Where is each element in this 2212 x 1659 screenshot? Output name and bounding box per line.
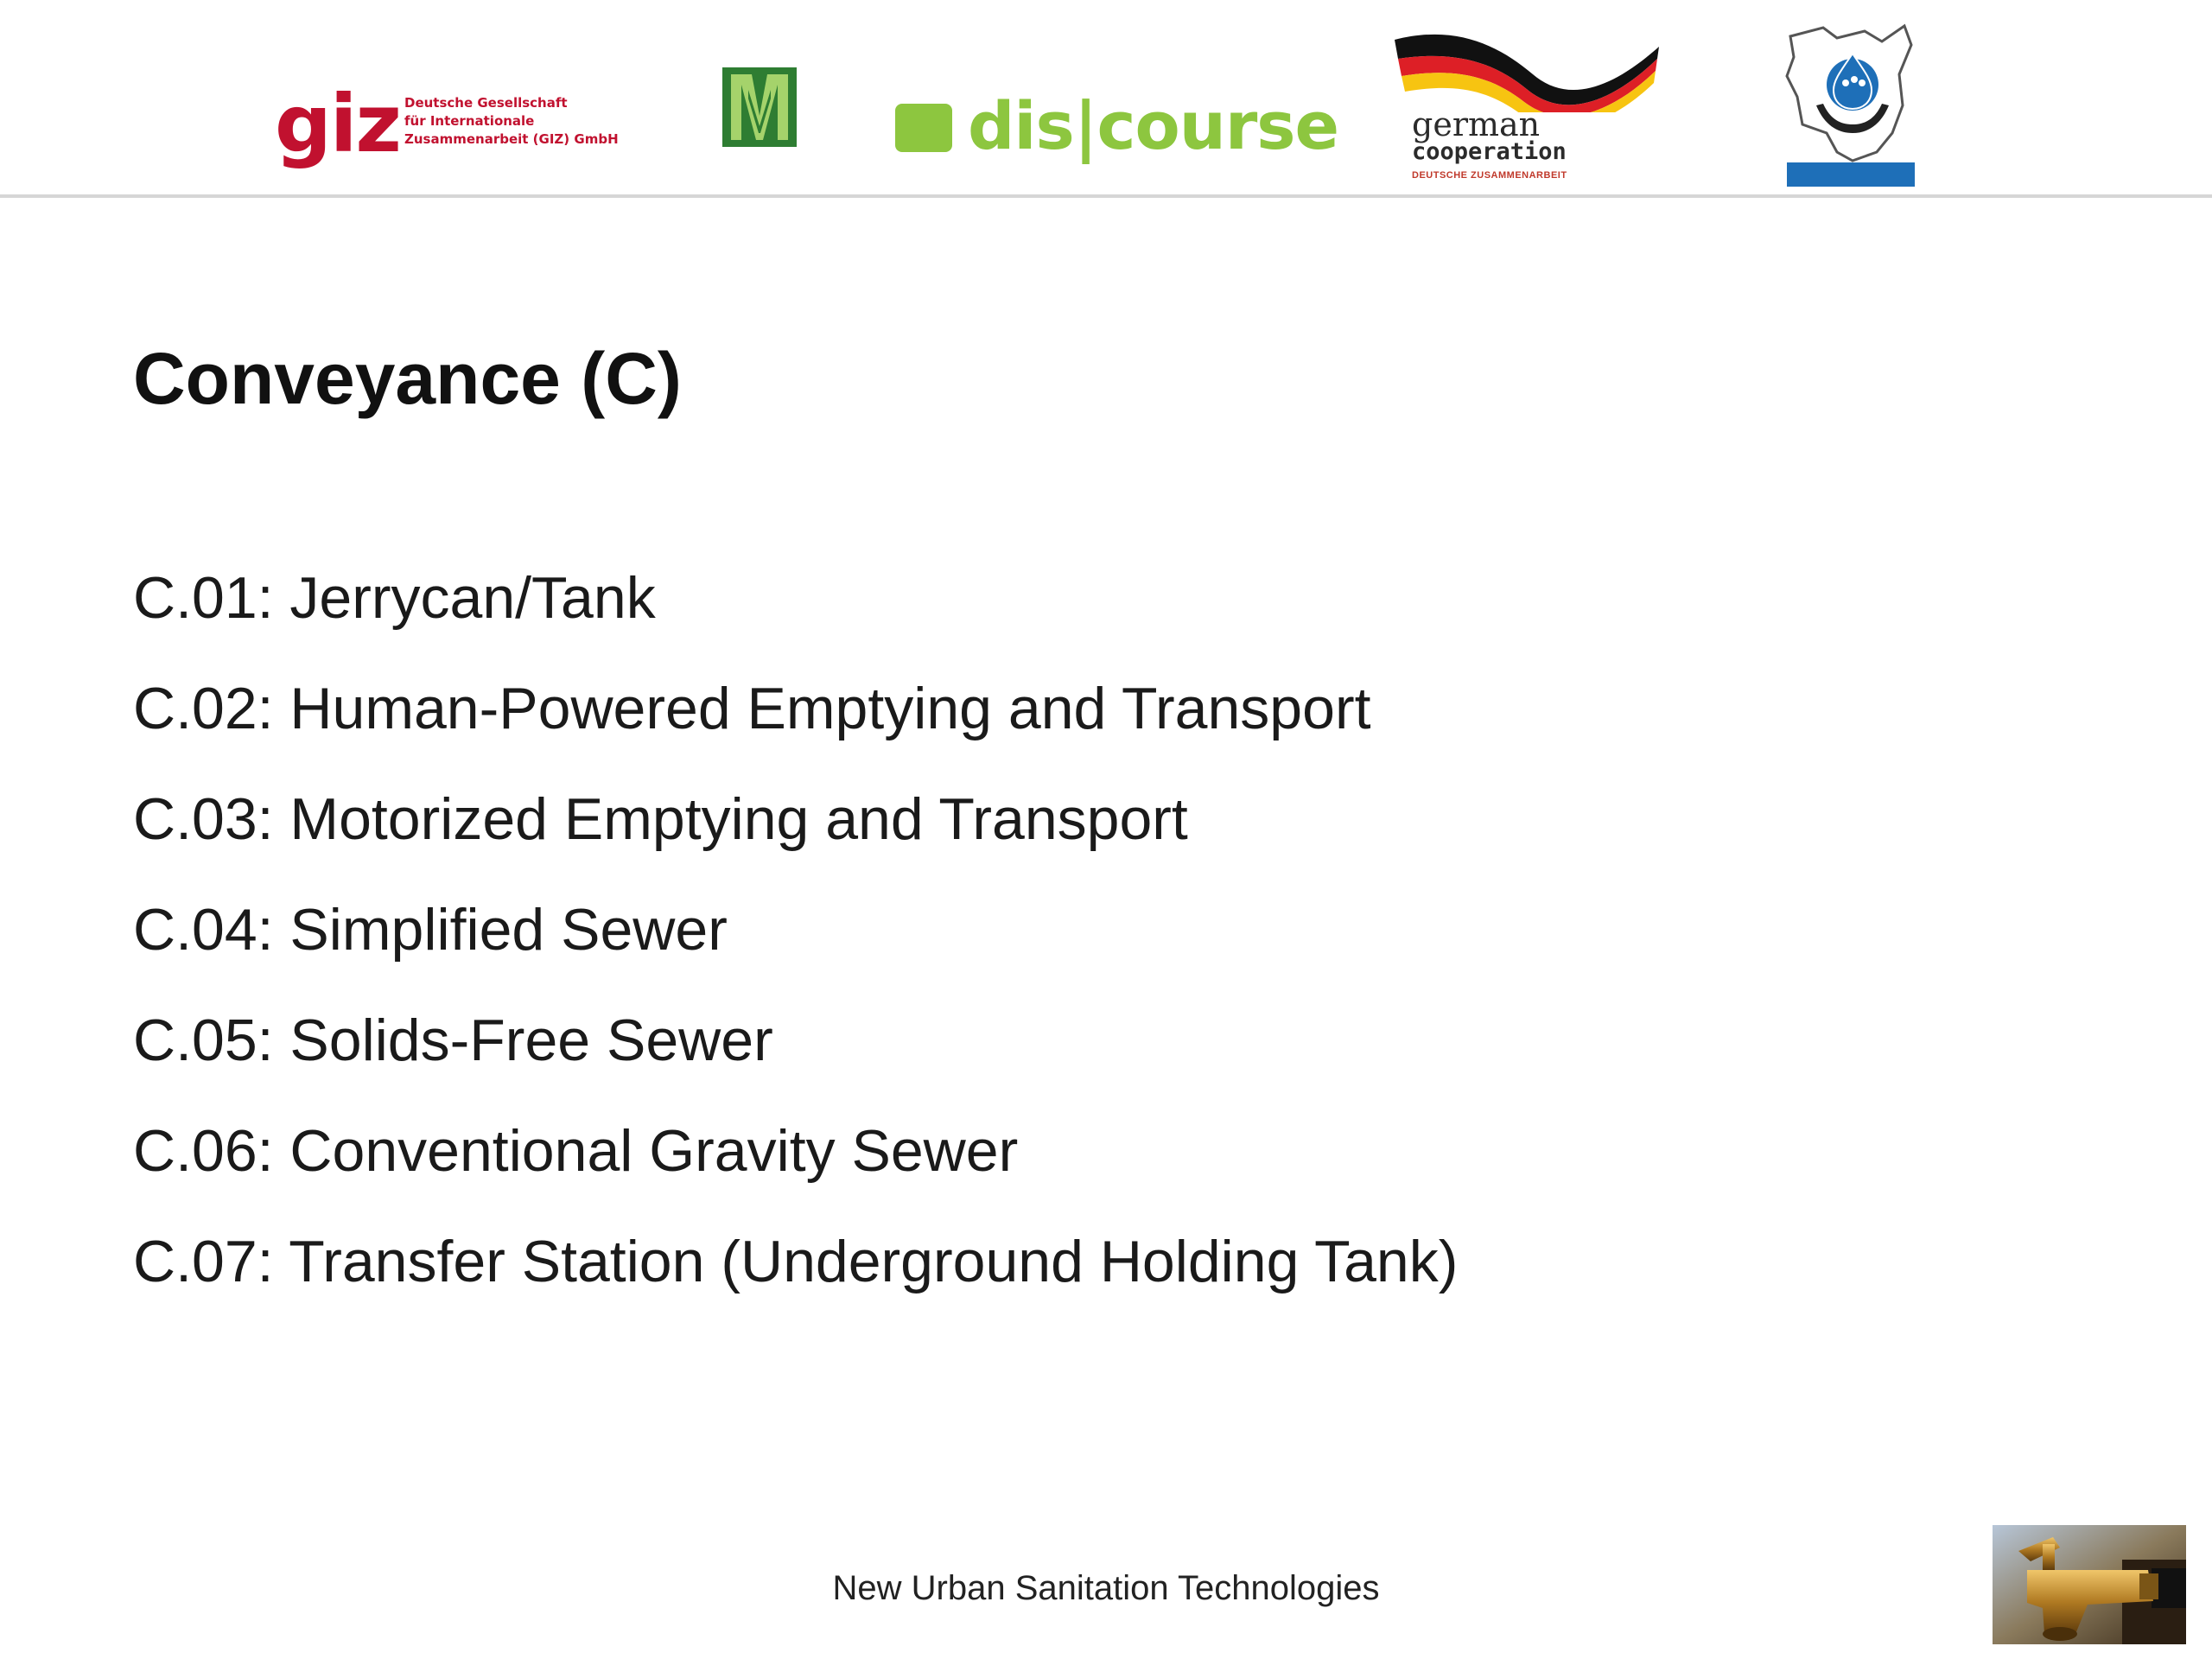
list-item: C.03: Motorized Emptying and Transport [133,786,1188,852]
german-cooperation-line1: german [1412,105,1541,143]
kenya-map-emblem-icon [1782,22,1920,190]
water-tap-image [1993,1525,2186,1644]
giz-subtext-line: Zusammenarbeit (GIZ) GmbH [404,131,619,147]
list-item: C.07: Transfer Station (Underground Holding Tank) [133,1229,1459,1294]
giz-subtext-line: für Internationale [404,113,535,129]
giz-subtext [404,94,619,149]
water-services-trust-fund-logo [1782,22,1920,190]
discourse-square-icon [895,104,952,152]
list-item: C.01: Jerrycan/Tank [133,565,656,631]
header-divider [0,194,2212,198]
german-flag-ribbon-icon [1395,29,1671,112]
list-item: C.04: Simplified Sewer [133,897,728,963]
german-cooperation-logo [1395,29,1671,185]
green-m-emblem-logo [722,64,797,150]
list-item: C.05: Solids-Free Sewer [133,1007,773,1073]
discourse-logo [895,85,1339,168]
discourse-wordmark: dis|course [968,87,1339,164]
german-cooperation-line3: DEUTSCHE ZUSAMMENARBEIT [1412,170,1567,181]
giz-wordmark: giz [275,78,400,170]
green-m-emblem-icon [722,64,797,150]
giz-subtext-line: Deutsche Gesellschaft [404,95,568,111]
list-item: C.06: Conventional Gravity Sewer [133,1118,1019,1184]
logo-bar [0,0,2212,194]
water-tap-photo-icon [1993,1525,2186,1644]
giz-logo [275,79,620,183]
slide-title: Conveyance (C) [133,338,682,419]
conveyance-list [133,543,1458,1317]
list-item: C.02: Human-Powered Emptying and Transport [133,676,1371,741]
footer-text: New Urban Sanitation Technologies [832,1569,1380,1607]
german-cooperation-line2: cooperation [1412,138,1567,165]
